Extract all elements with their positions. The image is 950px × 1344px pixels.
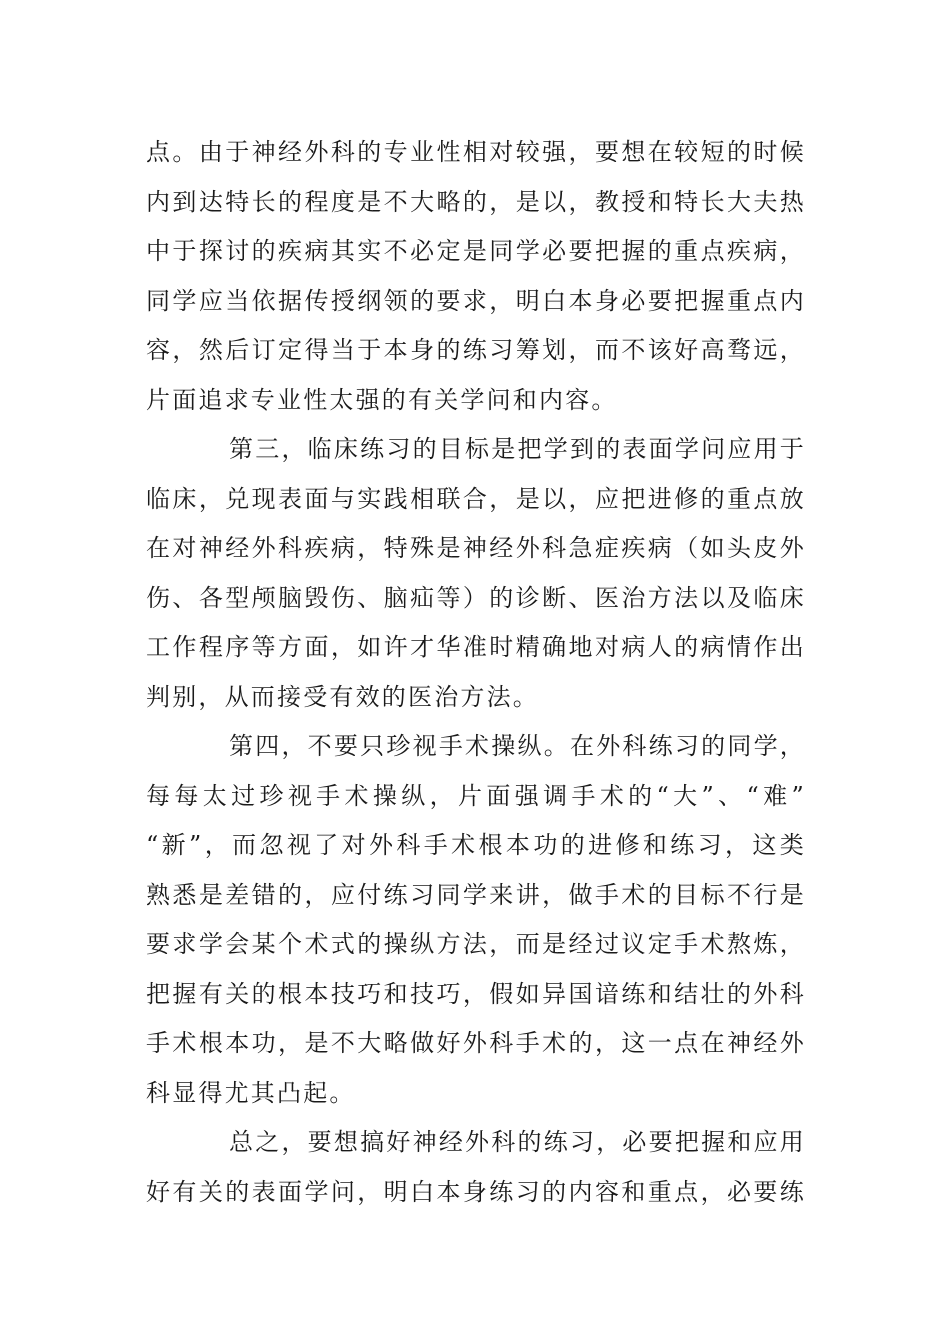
text-line: 容，然后订定得当于本身的练习筹划，而不该好高骛远， [146,336,806,364]
text-line: 判别，从而接受有效的医治方法。 [146,682,539,711]
text-line: 要求学会某个术式的操纵方法，而是经过议定手术熬炼， [146,930,806,958]
text-line: 在对神经外科疾病，特殊是神经外科急症疾病（如头皮外 [146,534,806,562]
text-line: 手术根本功，是不大略做好外科手术的，这一点在神经外 [146,1029,806,1057]
text-line: 片面追求专业性太强的有关学问和内容。 [146,385,618,414]
text-line: 内到达特长的程度是不大略的，是以，教授和特长大夫热 [146,187,806,216]
body-text [146,128,806,1217]
text-line: 把握有关的根本技巧和技巧，假如异国谙练和结壮的外科 [146,979,806,1008]
text-line: “新”，而忽视了对外科手术根本功的进修和练习，这类 [146,831,806,859]
text-line: 点。由于神经外科的专业性相对较强，要想在较短的时候 [146,138,806,166]
text-line: 中于探讨的疾病其实不必定是同学必要把握的重点疾病， [146,237,806,265]
text-line: 每每太过珍视手术操纵，片面强调手术的“大”、“难” [146,781,806,810]
text-line: 同学应当依据传授纲领的要求，明白本身必要把握重点内 [146,286,806,315]
text-line: 科显得尤其凸起。 [146,1078,356,1107]
text-line: 好有关的表面学问，明白本身练习的内容和重点，必要练 [146,1177,806,1206]
text-line: 总之，要想搞好神经外科的练习，必要把握和应用 [229,1128,806,1156]
text-line: 临床，兑现表面与实践相联合，是以，应把进修的重点放 [146,484,806,513]
text-line: 熟悉是差错的，应付练习同学来讲，做手术的目标不行是 [146,880,806,909]
text-line: 工作程序等方面，如许才华准时精确地对病人的病情作出 [146,633,806,661]
text-line: 第三，临床练习的目标是把学到的表面学问应用于 [229,435,806,463]
text-line: 伤、各型颅脑毁伤、脑疝等）的诊断、医治方法以及临床 [146,583,806,612]
text-line: 第四，不要只珍视手术操纵。在外科练习的同学， [229,732,806,760]
